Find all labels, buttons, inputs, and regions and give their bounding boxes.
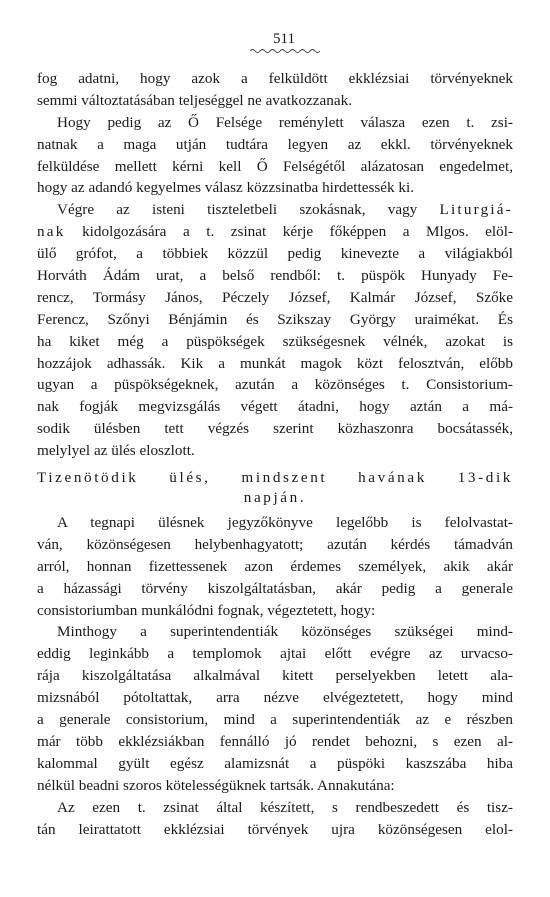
- text-line: tán leirattatott ekklézsiai törvények ujra közönségesen elol-: [37, 820, 513, 838]
- text-line: sodik ülésben tett végzés szerint közhaszonra bocsátassék,: [37, 420, 513, 438]
- text-line: ülő grófot, a többiek közzül pedig kinevezte a világiakból: [37, 245, 513, 263]
- text-line: rencz, Tormásy János, Péczely József, Kalmár József, Szőke: [37, 288, 513, 306]
- text-line: Hogy pedig az Ő Felsége reménylett válasza ezen t. zsi-: [57, 113, 513, 131]
- text-line: felküldése mellett kérni kell Ő Felségétől alázatosan engedelmet,: [37, 157, 513, 175]
- text-line: [37, 221, 513, 243]
- text-line: Horváth Ádám urat, a belső rendből: t. püspök Hunyady Fe-: [37, 267, 513, 285]
- text-line: rája kiszolgáltatása alkalmával kitett perselyekben letett ala-: [37, 667, 513, 685]
- text-span: Végre az isteni tiszteletbeli szokásnak, vagy: [57, 201, 418, 219]
- text-line: [37, 199, 513, 221]
- text-line: ha kiket még a püspökségek szükségesnek vélnék, azokat is: [37, 332, 513, 350]
- text-line: a generale consistorium, mind a superintendentiák az e részben: [37, 711, 513, 729]
- text-line: kalommal gyült egész alamizsnát a püspöki kaszszába hiba: [37, 754, 513, 772]
- text-line: arról, honnan fizettessenek azon érdemes személyek, akik akár: [37, 557, 513, 575]
- spaced-term: nak: [37, 223, 66, 241]
- text-line: nélkül beadni szoros kötelességüknek tartsák. Annakutána:: [37, 776, 395, 794]
- text-line: Ferencz, Szőnyi Bénjámin és Szikszay György uraimékat. És: [37, 310, 513, 328]
- text-line: semmi változtatásában teljeséggel ne avatkozzanak.: [37, 91, 352, 109]
- text-line: nak fogják megvizsgálás végett átadni, hogy aztán a má-: [37, 398, 513, 416]
- text-line: Az ezen t. zsinat által készített, s rendbeszedett és tisz-: [57, 798, 513, 816]
- text-line: a házassági törvény kiszolgáltatásban, akár pedig a generale: [37, 579, 513, 597]
- paragraph-royal-reply: [37, 112, 513, 200]
- paragraph-alms: [37, 621, 513, 796]
- text-line: hozzájok adhassák. Kik a munkát magok közt felosztván, előbb: [37, 354, 513, 372]
- session-heading-date: napján.: [243, 489, 307, 507]
- text-line: melylyel az ülés eloszlott.: [37, 442, 195, 460]
- text-line: natnak a maga utján tudtára legyen az ekkl. törvényeknek: [37, 135, 513, 153]
- wavy-rule-ornament: [250, 48, 320, 54]
- text-line: már több ekklézsiákban fennálló jó rendet behozni, s ezen al-: [37, 732, 513, 750]
- text-line: mizsnából pótoltattak, arra nézve elvégeztetett, hogy mind: [37, 689, 513, 707]
- text-line: hogy az adandó kegyelmes válasz közzsinatba hirdettessék ki.: [37, 179, 415, 197]
- text-line: A tegnapi ülésnek jegyzőkönyve legelőbb is felolvastat-: [57, 514, 513, 532]
- session-heading: Tizenötödik ülés, mindszent havának 13-dik: [37, 469, 513, 487]
- paragraph-liturgia: [37, 199, 513, 462]
- text-line: Minthogy a superintendentiák közönséges szükségei mind-: [57, 623, 513, 641]
- page: [37, 30, 513, 840]
- paragraph-laws: [37, 797, 513, 841]
- paragraph-minutes: [37, 512, 513, 621]
- spaced-term: Liturgiá-: [439, 201, 513, 219]
- text-span: kidolgozására a t. zsinat kérje főképpen a Mlgos. elöl-: [82, 223, 513, 241]
- page-number: 511: [273, 31, 295, 47]
- text-line: ugyan a püspökségeknek, azután a közönséges t. Consistorium-: [37, 376, 513, 394]
- text-line: ván, közönségesen helybenhagyatott; azután kérdés támadván: [37, 535, 513, 553]
- text-line: consistoriumban munkálódni fognak, végeztetett, hogy:: [37, 601, 376, 619]
- text-line: fog adatni, hogy azok a felküldött ekklézsiai törvényeknek: [37, 70, 513, 87]
- paragraph-continuation: [37, 68, 513, 112]
- text-line: eddig leginkább a templomok ajtai előtt evégre az urvacso-: [37, 645, 513, 663]
